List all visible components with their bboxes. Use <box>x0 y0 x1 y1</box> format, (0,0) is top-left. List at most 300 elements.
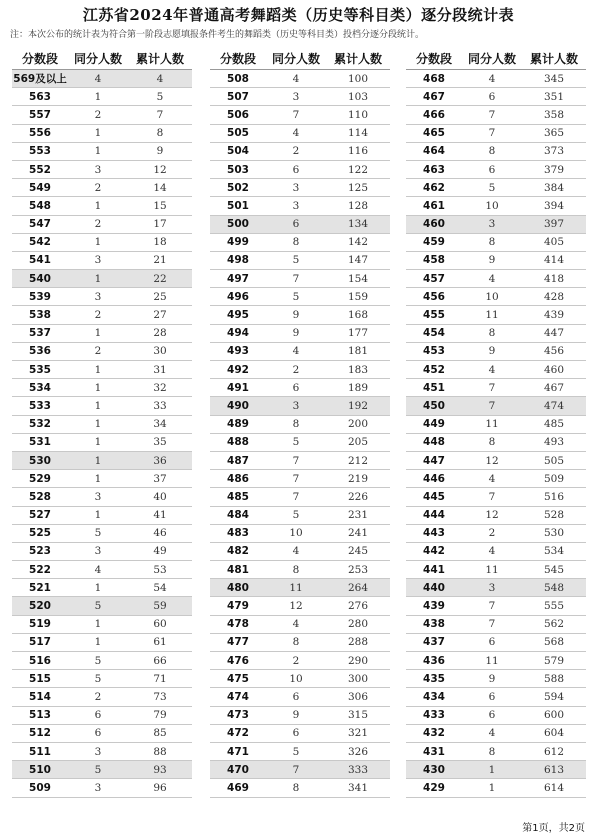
table-row <box>210 542 390 560</box>
count-cell: 4 <box>462 542 522 560</box>
cumulative-cell: 192 <box>326 397 390 415</box>
count-cell: 11 <box>462 652 522 670</box>
cumulative-cell: 25 <box>128 288 192 306</box>
count-cell: 7 <box>266 106 326 124</box>
score-cell: 461 <box>406 197 462 215</box>
cumulative-cell: 37 <box>128 470 192 488</box>
score-cell: 469 <box>210 779 266 797</box>
count-cell: 9 <box>462 342 522 360</box>
table-row <box>12 542 192 560</box>
cumulative-cell: 505 <box>522 451 586 469</box>
count-cell: 5 <box>68 597 128 615</box>
score-cell: 488 <box>210 433 266 451</box>
table-row <box>406 233 586 251</box>
table-row <box>210 88 390 106</box>
table-row <box>406 542 586 560</box>
score-cell: 464 <box>406 142 462 160</box>
score-cell: 548 <box>12 197 68 215</box>
table-row <box>406 379 586 397</box>
score-cell: 447 <box>406 451 462 469</box>
score-cell: 485 <box>210 488 266 506</box>
score-cell: 537 <box>12 324 68 342</box>
score-cell: 458 <box>406 251 462 269</box>
count-cell: 7 <box>462 397 522 415</box>
table-row <box>406 342 586 360</box>
score-cell: 430 <box>406 761 462 779</box>
table-row <box>210 160 390 178</box>
count-cell: 5 <box>68 652 128 670</box>
table-row <box>406 670 586 688</box>
cumulative-cell: 61 <box>128 633 192 651</box>
cumulative-cell: 46 <box>128 524 192 542</box>
count-cell: 3 <box>462 579 522 597</box>
cumulative-cell: 530 <box>522 524 586 542</box>
cumulative-cell: 40 <box>128 488 192 506</box>
score-cell: 503 <box>210 160 266 178</box>
cumulative-cell: 30 <box>128 342 192 360</box>
cumulative-cell: 300 <box>326 670 390 688</box>
count-cell: 4 <box>266 342 326 360</box>
table-header-row <box>12 47 192 70</box>
score-cell: 499 <box>210 233 266 251</box>
cumulative-cell: 34 <box>128 415 192 433</box>
cumulative-cell: 288 <box>326 633 390 651</box>
table-row <box>12 706 192 724</box>
count-cell: 2 <box>68 179 128 197</box>
score-cell: 440 <box>406 579 462 597</box>
cumulative-cell: 579 <box>522 652 586 670</box>
table-row <box>210 179 390 197</box>
cumulative-cell: 73 <box>128 688 192 706</box>
score-cell: 465 <box>406 124 462 142</box>
score-table-column-3 <box>406 47 586 798</box>
score-cell: 445 <box>406 488 462 506</box>
table-row <box>12 506 192 524</box>
score-cell: 475 <box>210 670 266 688</box>
count-cell: 4 <box>68 561 128 579</box>
count-cell: 2 <box>266 142 326 160</box>
score-cell: 494 <box>210 324 266 342</box>
score-cell: 462 <box>406 179 462 197</box>
cumulative-cell: 159 <box>326 288 390 306</box>
count-cell: 3 <box>68 288 128 306</box>
score-cell: 472 <box>210 724 266 742</box>
count-cell: 8 <box>462 142 522 160</box>
count-cell: 6 <box>266 688 326 706</box>
score-cell: 509 <box>12 779 68 797</box>
table-row <box>12 106 192 124</box>
cumulative-cell: 116 <box>326 142 390 160</box>
score-cell: 553 <box>12 142 68 160</box>
count-cell: 2 <box>68 215 128 233</box>
count-cell: 11 <box>266 579 326 597</box>
score-cell: 502 <box>210 179 266 197</box>
score-cell: 552 <box>12 160 68 178</box>
cumulative-cell: 125 <box>326 179 390 197</box>
cumulative-cell: 142 <box>326 233 390 251</box>
table-row <box>210 270 390 288</box>
cumulative-cell: 333 <box>326 761 390 779</box>
count-cell: 9 <box>462 251 522 269</box>
score-cell: 471 <box>210 742 266 760</box>
cumulative-cell: 100 <box>326 70 390 88</box>
cumulative-cell: 71 <box>128 670 192 688</box>
table-row <box>406 561 586 579</box>
cumulative-cell: 568 <box>522 633 586 651</box>
cumulative-cell: 28 <box>128 324 192 342</box>
score-cell: 492 <box>210 361 266 379</box>
score-cell: 520 <box>12 597 68 615</box>
table-row <box>406 160 586 178</box>
cumulative-cell: 189 <box>326 379 390 397</box>
count-cell: 5 <box>68 524 128 542</box>
cumulative-cell: 21 <box>128 251 192 269</box>
score-cell: 454 <box>406 324 462 342</box>
cumulative-cell: 31 <box>128 361 192 379</box>
count-cell: 1 <box>68 633 128 651</box>
count-cell: 9 <box>266 706 326 724</box>
count-cell: 5 <box>266 433 326 451</box>
cumulative-cell: 447 <box>522 324 586 342</box>
header-cumulative: 累计人数 <box>326 47 390 70</box>
table-row <box>210 652 390 670</box>
score-cell: 519 <box>12 615 68 633</box>
count-cell: 4 <box>462 270 522 288</box>
count-cell: 9 <box>462 670 522 688</box>
table-header-row <box>210 47 390 70</box>
cumulative-cell: 600 <box>522 706 586 724</box>
score-cell: 442 <box>406 542 462 560</box>
score-cell: 512 <box>12 724 68 742</box>
cumulative-cell: 22 <box>128 270 192 288</box>
table-row <box>406 70 586 88</box>
cumulative-cell: 467 <box>522 379 586 397</box>
count-cell: 10 <box>266 670 326 688</box>
count-cell: 6 <box>68 706 128 724</box>
count-cell: 6 <box>462 633 522 651</box>
count-cell: 5 <box>266 288 326 306</box>
header-cumulative: 累计人数 <box>128 47 192 70</box>
table-row <box>210 688 390 706</box>
count-cell: 7 <box>462 488 522 506</box>
score-cell: 505 <box>210 124 266 142</box>
table-row <box>12 379 192 397</box>
score-cell: 444 <box>406 506 462 524</box>
count-cell: 12 <box>462 451 522 469</box>
cumulative-cell: 562 <box>522 615 586 633</box>
cumulative-cell: 154 <box>326 270 390 288</box>
count-cell: 10 <box>266 524 326 542</box>
cumulative-cell: 8 <box>128 124 192 142</box>
score-cell: 448 <box>406 433 462 451</box>
table-row <box>406 142 586 160</box>
count-cell: 8 <box>266 561 326 579</box>
cumulative-cell: 315 <box>326 706 390 724</box>
table-note: 注：本次公布的统计表为符合第一阶段志愿填报条件考生的舞蹈类（历史等科目类）投档分逐分段统计。 <box>10 30 425 40</box>
count-cell: 9 <box>266 306 326 324</box>
table-row <box>210 724 390 742</box>
table-row <box>12 415 192 433</box>
count-cell: 5 <box>462 179 522 197</box>
cumulative-cell: 405 <box>522 233 586 251</box>
count-cell: 8 <box>266 779 326 797</box>
cumulative-cell: 12 <box>128 160 192 178</box>
table-row <box>406 451 586 469</box>
score-cell: 525 <box>12 524 68 542</box>
table-row <box>406 470 586 488</box>
count-cell: 6 <box>266 160 326 178</box>
table-row <box>12 233 192 251</box>
cumulative-cell: 414 <box>522 251 586 269</box>
score-cell: 547 <box>12 215 68 233</box>
score-cell: 481 <box>210 561 266 579</box>
score-cell: 491 <box>210 379 266 397</box>
cumulative-cell: 59 <box>128 597 192 615</box>
score-cell: 523 <box>12 542 68 560</box>
table-row <box>210 561 390 579</box>
count-cell: 3 <box>68 542 128 560</box>
count-cell: 3 <box>462 215 522 233</box>
count-cell: 1 <box>68 579 128 597</box>
table-row <box>406 779 586 797</box>
count-cell: 11 <box>462 306 522 324</box>
score-cell: 569及以上 <box>12 70 68 88</box>
score-cell: 521 <box>12 579 68 597</box>
header-count: 同分人数 <box>68 47 128 70</box>
table-row <box>406 197 586 215</box>
cumulative-cell: 36 <box>128 451 192 469</box>
count-cell: 7 <box>266 761 326 779</box>
table-row <box>406 597 586 615</box>
score-cell: 498 <box>210 251 266 269</box>
count-cell: 2 <box>266 652 326 670</box>
score-cell: 459 <box>406 233 462 251</box>
count-cell: 4 <box>266 542 326 560</box>
cumulative-cell: 4 <box>128 70 192 88</box>
table-row <box>210 615 390 633</box>
cumulative-cell: 439 <box>522 306 586 324</box>
count-cell: 7 <box>266 470 326 488</box>
cumulative-cell: 17 <box>128 215 192 233</box>
score-table-column-1 <box>12 47 192 798</box>
table-row <box>210 633 390 651</box>
table-row <box>210 379 390 397</box>
cumulative-cell: 219 <box>326 470 390 488</box>
table-row <box>406 288 586 306</box>
count-cell: 7 <box>266 270 326 288</box>
table-row <box>12 342 192 360</box>
score-cell: 438 <box>406 615 462 633</box>
cumulative-cell: 35 <box>128 433 192 451</box>
count-cell: 3 <box>266 397 326 415</box>
count-cell: 1 <box>68 142 128 160</box>
table-row <box>406 88 586 106</box>
table-row <box>406 524 586 542</box>
count-cell: 2 <box>68 106 128 124</box>
table-row <box>210 742 390 760</box>
score-cell: 449 <box>406 415 462 433</box>
score-cell: 467 <box>406 88 462 106</box>
table-row <box>406 579 586 597</box>
score-cell: 549 <box>12 179 68 197</box>
score-cell: 479 <box>210 597 266 615</box>
table-row <box>210 579 390 597</box>
count-cell: 5 <box>266 506 326 524</box>
table-row <box>12 433 192 451</box>
score-cell: 496 <box>210 288 266 306</box>
table-row <box>12 615 192 633</box>
count-cell: 1 <box>68 233 128 251</box>
header-score: 分数段 <box>210 47 266 70</box>
table-row <box>12 779 192 797</box>
table-row <box>210 361 390 379</box>
table-row <box>12 324 192 342</box>
count-cell: 1 <box>68 124 128 142</box>
table-row <box>406 306 586 324</box>
cumulative-cell: 66 <box>128 652 192 670</box>
score-cell: 480 <box>210 579 266 597</box>
score-cell: 515 <box>12 670 68 688</box>
score-cell: 557 <box>12 106 68 124</box>
table-row <box>12 397 192 415</box>
table-row <box>210 215 390 233</box>
header-count: 同分人数 <box>266 47 326 70</box>
score-cell: 489 <box>210 415 266 433</box>
table-row <box>210 415 390 433</box>
count-cell: 3 <box>266 197 326 215</box>
table-row <box>406 415 586 433</box>
table-row <box>406 633 586 651</box>
count-cell: 6 <box>68 724 128 742</box>
count-cell: 5 <box>266 251 326 269</box>
count-cell: 6 <box>462 88 522 106</box>
count-cell: 2 <box>68 688 128 706</box>
count-cell: 6 <box>266 724 326 742</box>
cumulative-cell: 245 <box>326 542 390 560</box>
score-cell: 474 <box>210 688 266 706</box>
cumulative-cell: 351 <box>522 88 586 106</box>
table-row <box>210 706 390 724</box>
cumulative-cell: 41 <box>128 506 192 524</box>
table-row <box>406 724 586 742</box>
score-cell: 497 <box>210 270 266 288</box>
count-cell: 1 <box>68 397 128 415</box>
table-row <box>12 251 192 269</box>
cumulative-cell: 485 <box>522 415 586 433</box>
score-cell: 514 <box>12 688 68 706</box>
table-row <box>210 324 390 342</box>
score-cell: 540 <box>12 270 68 288</box>
count-cell: 12 <box>266 597 326 615</box>
cumulative-cell: 18 <box>128 233 192 251</box>
cumulative-cell: 114 <box>326 124 390 142</box>
cumulative-cell: 264 <box>326 579 390 597</box>
count-cell: 4 <box>266 70 326 88</box>
count-cell: 6 <box>462 706 522 724</box>
count-cell: 3 <box>68 742 128 760</box>
count-cell: 1 <box>68 433 128 451</box>
score-cell: 490 <box>210 397 266 415</box>
score-cell: 463 <box>406 160 462 178</box>
cumulative-cell: 306 <box>326 688 390 706</box>
count-cell: 2 <box>462 524 522 542</box>
cumulative-cell: 290 <box>326 652 390 670</box>
count-cell: 1 <box>68 379 128 397</box>
cumulative-cell: 321 <box>326 724 390 742</box>
count-cell: 7 <box>462 597 522 615</box>
table-row <box>210 306 390 324</box>
score-cell: 516 <box>12 652 68 670</box>
table-row <box>12 361 192 379</box>
cumulative-cell: 49 <box>128 542 192 560</box>
table-row <box>210 342 390 360</box>
table-row <box>406 652 586 670</box>
count-cell: 1 <box>68 324 128 342</box>
count-cell: 1 <box>462 779 522 797</box>
table-row <box>406 706 586 724</box>
cumulative-cell: 379 <box>522 160 586 178</box>
table-row <box>12 688 192 706</box>
table-row <box>210 761 390 779</box>
score-cell: 508 <box>210 70 266 88</box>
count-cell: 4 <box>462 470 522 488</box>
count-cell: 6 <box>266 215 326 233</box>
score-cell: 522 <box>12 561 68 579</box>
cumulative-cell: 177 <box>326 324 390 342</box>
cumulative-cell: 516 <box>522 488 586 506</box>
page-title: 江苏省2024年普通高考舞蹈类（历史等科目类）逐分段统计表 <box>82 6 515 24</box>
cumulative-cell: 27 <box>128 306 192 324</box>
table-row <box>12 451 192 469</box>
count-cell: 6 <box>462 688 522 706</box>
count-cell: 7 <box>462 379 522 397</box>
score-cell: 456 <box>406 288 462 306</box>
count-cell: 1 <box>68 415 128 433</box>
score-cell: 500 <box>210 215 266 233</box>
score-cell: 460 <box>406 215 462 233</box>
count-cell: 1 <box>68 197 128 215</box>
score-cell: 563 <box>12 88 68 106</box>
score-cell: 493 <box>210 342 266 360</box>
score-cell: 478 <box>210 615 266 633</box>
cumulative-cell: 555 <box>522 597 586 615</box>
count-cell: 3 <box>266 179 326 197</box>
table-row <box>210 251 390 269</box>
table-row <box>406 742 586 760</box>
table-header-row <box>406 47 586 70</box>
count-cell: 11 <box>462 561 522 579</box>
count-cell: 4 <box>462 724 522 742</box>
count-cell: 8 <box>462 742 522 760</box>
count-cell: 1 <box>68 451 128 469</box>
table-row <box>210 670 390 688</box>
cumulative-cell: 373 <box>522 142 586 160</box>
score-cell: 504 <box>210 142 266 160</box>
count-cell: 5 <box>68 761 128 779</box>
table-row <box>406 324 586 342</box>
score-cell: 482 <box>210 542 266 560</box>
score-cell: 453 <box>406 342 462 360</box>
cumulative-cell: 134 <box>326 215 390 233</box>
cumulative-cell: 183 <box>326 361 390 379</box>
score-cell: 536 <box>12 342 68 360</box>
count-cell: 3 <box>68 779 128 797</box>
table-row <box>12 288 192 306</box>
count-cell: 3 <box>68 251 128 269</box>
table-row <box>406 761 586 779</box>
count-cell: 7 <box>462 124 522 142</box>
cumulative-cell: 460 <box>522 361 586 379</box>
